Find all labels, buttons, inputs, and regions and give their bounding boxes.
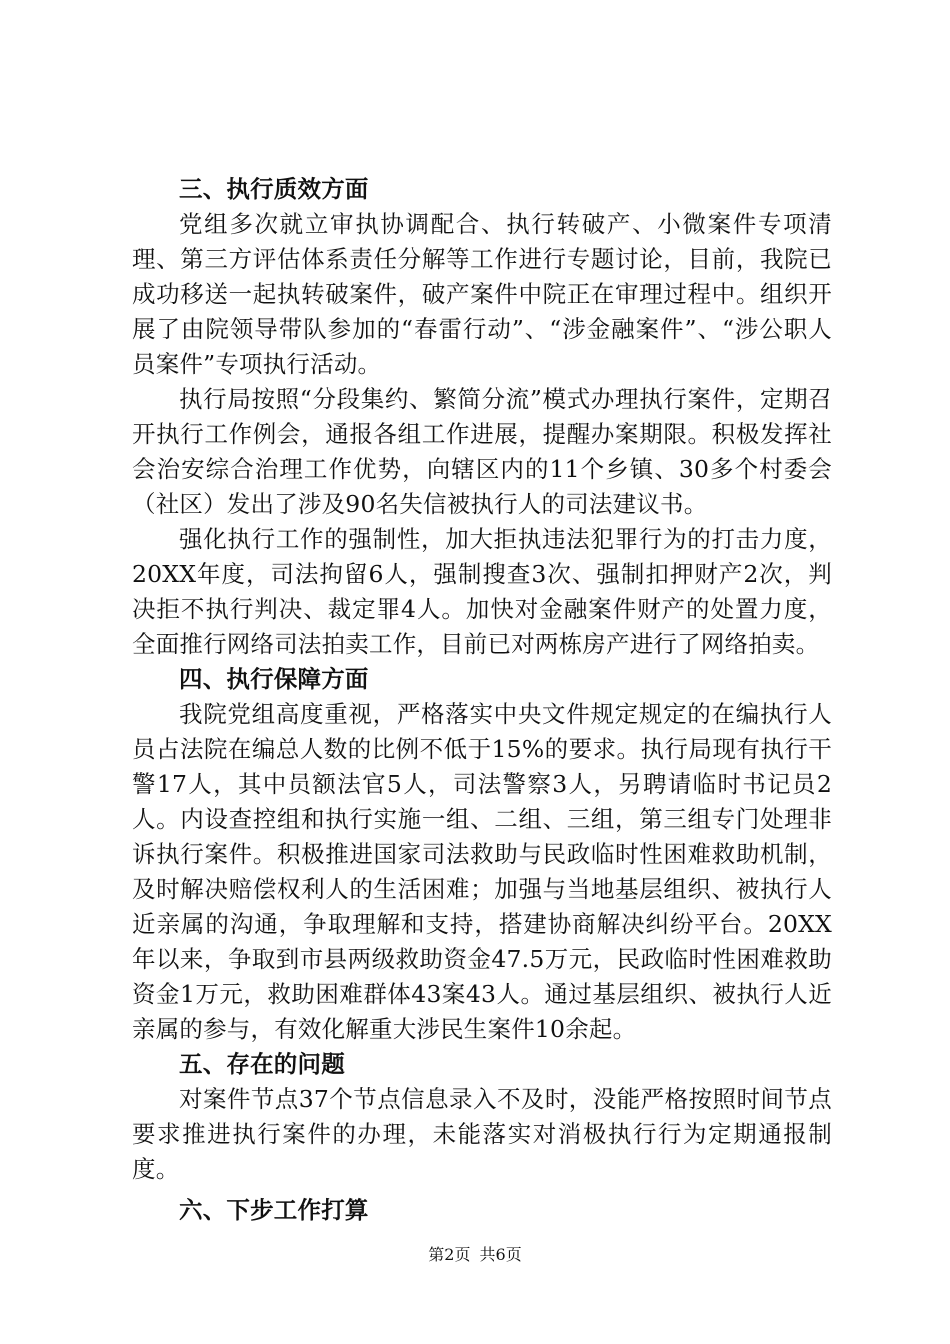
section-heading-3: 三、执行质效方面 bbox=[179, 175, 369, 203]
page-footer bbox=[0, 1245, 950, 1265]
page-total: 共6页 bbox=[479, 1245, 522, 1264]
section-heading-5: 五、存在的问题 bbox=[179, 1050, 345, 1078]
section-3-paragraph-2: 执行局按照“分段集约、繁简分流”模式办理执行案件，定期召开执行工作例会，通报各组工作进展，提醒办案期限。积极发挥社会治安综合治理工作优势，向辖区内的11个乡镇、30多个村委会（社区）发出了涉及90名失信被执行人的司法建议书。 bbox=[132, 385, 832, 518]
section-3-paragraph-1: 党组多次就立审执协调配合、执行转破产、小微案件专项清理、第三方评估体系责任分解等工作进行专题讨论，目前，我院已成功移送一起执转破案件，破产案件中院正在审理过程中。组织开展了由院领导带队参加的“春雷行动”、“涉金融案件”、“涉公职人员案件”专项执行活动。 bbox=[132, 210, 832, 378]
section-3-paragraph-3: 强化执行工作的强制性，加大拒执违法犯罪行为的打击力度，20XX年度，司法拘留6人，强制搜查3次、强制扣押财产2次，判决拒不执行判决、裁定罪4人。加快对金融案件财产的处置力度，全面推行网络司法拍卖工作，目前已对两栋房产进行了网络拍卖。 bbox=[132, 525, 832, 658]
page-number: 第2页 bbox=[428, 1245, 471, 1264]
section-5-paragraph-1: 对案件节点37个节点信息录入不及时，没能严格按照时间节点要求推进执行案件的办理，未能落实对消极执行行为定期通报制度。 bbox=[132, 1085, 832, 1183]
section-4-paragraph-1: 我院党组高度重视，严格落实中央文件规定规定的在编执行人员占法院在编总人数的比例不低于15%的要求。执行局现有执行干警17人，其中员额法官5人，司法警察3人，另聘请临时书记员2人。内设查控组和执行实施一组、二组、三组，第三组专门处理非诉执行案件。积极推进国家司法救助与民政临时性困难救助机制，及时解决赔偿权利人的生活困难；加强与当地基层组织、被执行人近亲属的沟通，争取理解和支持，搭建协商解决纠纷平台。20XX年以来，争取到市县两级救助资金47.5万元，民政临时性困难救助资金1万元，救助困难群体43案43人。通过基层组织、被执行人近亲属的参与，有效化解重大涉民生案件10余起。 bbox=[132, 700, 832, 1043]
section-heading-6: 六、下步工作打算 bbox=[179, 1196, 369, 1224]
document-body bbox=[132, 172, 832, 1228]
section-heading-4: 四、执行保障方面 bbox=[179, 665, 369, 693]
